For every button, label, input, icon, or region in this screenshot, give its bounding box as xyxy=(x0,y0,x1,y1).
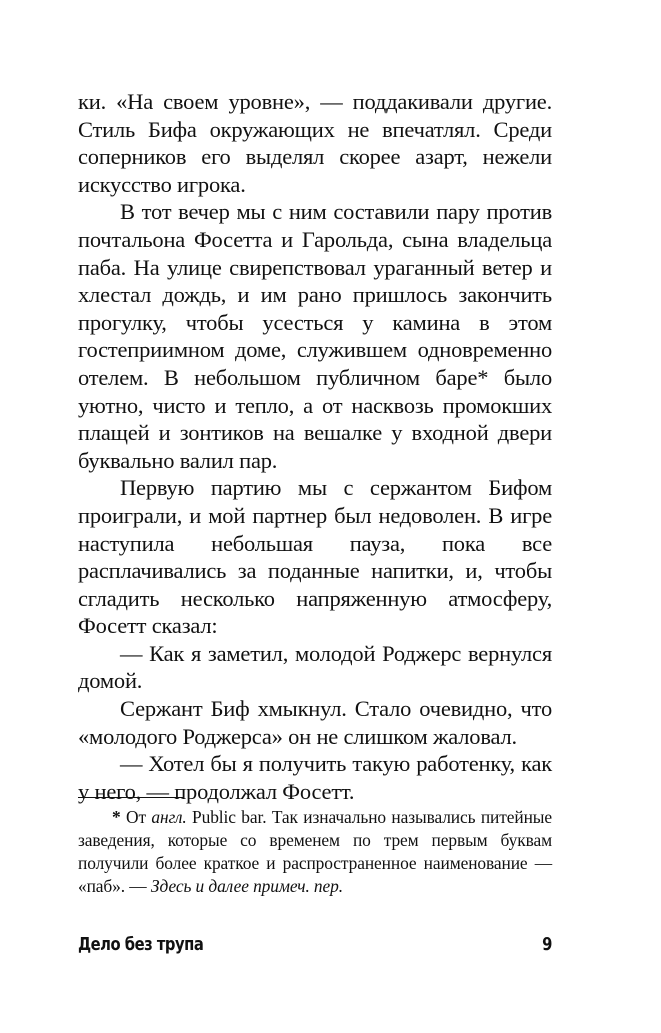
paragraph-1: ки. «На своем уровне», — поддакивали другие. Стиль Бифа окружающих не впечатлял. Среди соперников его выделял скорее азарт, нежели искусство игрока. xyxy=(78,89,552,197)
paragraph-6: — Хотел бы я получить такую работенку, как у него, — продолжал Фосетт. xyxy=(78,751,552,804)
footnote-lead: От xyxy=(120,807,152,827)
paragraph-4: — Как я заметил, молодой Роджерс вернулся домой. xyxy=(78,640,552,694)
footnote-lang-abbr: англ. xyxy=(151,807,187,827)
paragraph-2: В тот вечер мы с ним составили пару против почтальона Фосетта и Гарольда, сына владельца паба. На улице свирепствовал ураганный ветер и хлестал дождь, и им рано пришлось закончить прогулку, чтобы усесться у камина в этом гостеприимном доме, служившем одновременно отелем. В небольшом публичном баре* было уютно, чисто и тепло, а от насквозь промокших плащей и зонтиков на вешалке у входной двери буквально валил пар. xyxy=(78,199,552,473)
footnote-editor-note: Здесь и далее примеч. пер. xyxy=(150,876,343,896)
page-number: 9 xyxy=(542,934,552,955)
main-text xyxy=(78,88,552,805)
book-title: Дело без трупа xyxy=(78,934,204,955)
running-footer xyxy=(78,932,552,958)
paragraph-3: Первую партию мы с сержантом Бифом проиграли, и мой партнер был недоволен. В игре наступила небольшая пауза, пока все расплачивались за поданные напитки, и, чтобы сгладить несколько напряженную атмосферу, Фосетт сказал: xyxy=(78,475,552,639)
footnote-divider xyxy=(78,797,184,798)
footnote-body: Public bar. Так изначально назывались питейные заведения, которые со временем по трем первым буквам получили более краткое и распространенное наименование — «паб». — xyxy=(78,807,552,896)
footnote xyxy=(78,806,552,898)
paragraph-5: Сержант Биф хмыкнул. Стало очевидно, что «молодого Роджерса» он не слишком жаловал. xyxy=(78,696,552,749)
footnote-marker: * xyxy=(112,807,121,827)
